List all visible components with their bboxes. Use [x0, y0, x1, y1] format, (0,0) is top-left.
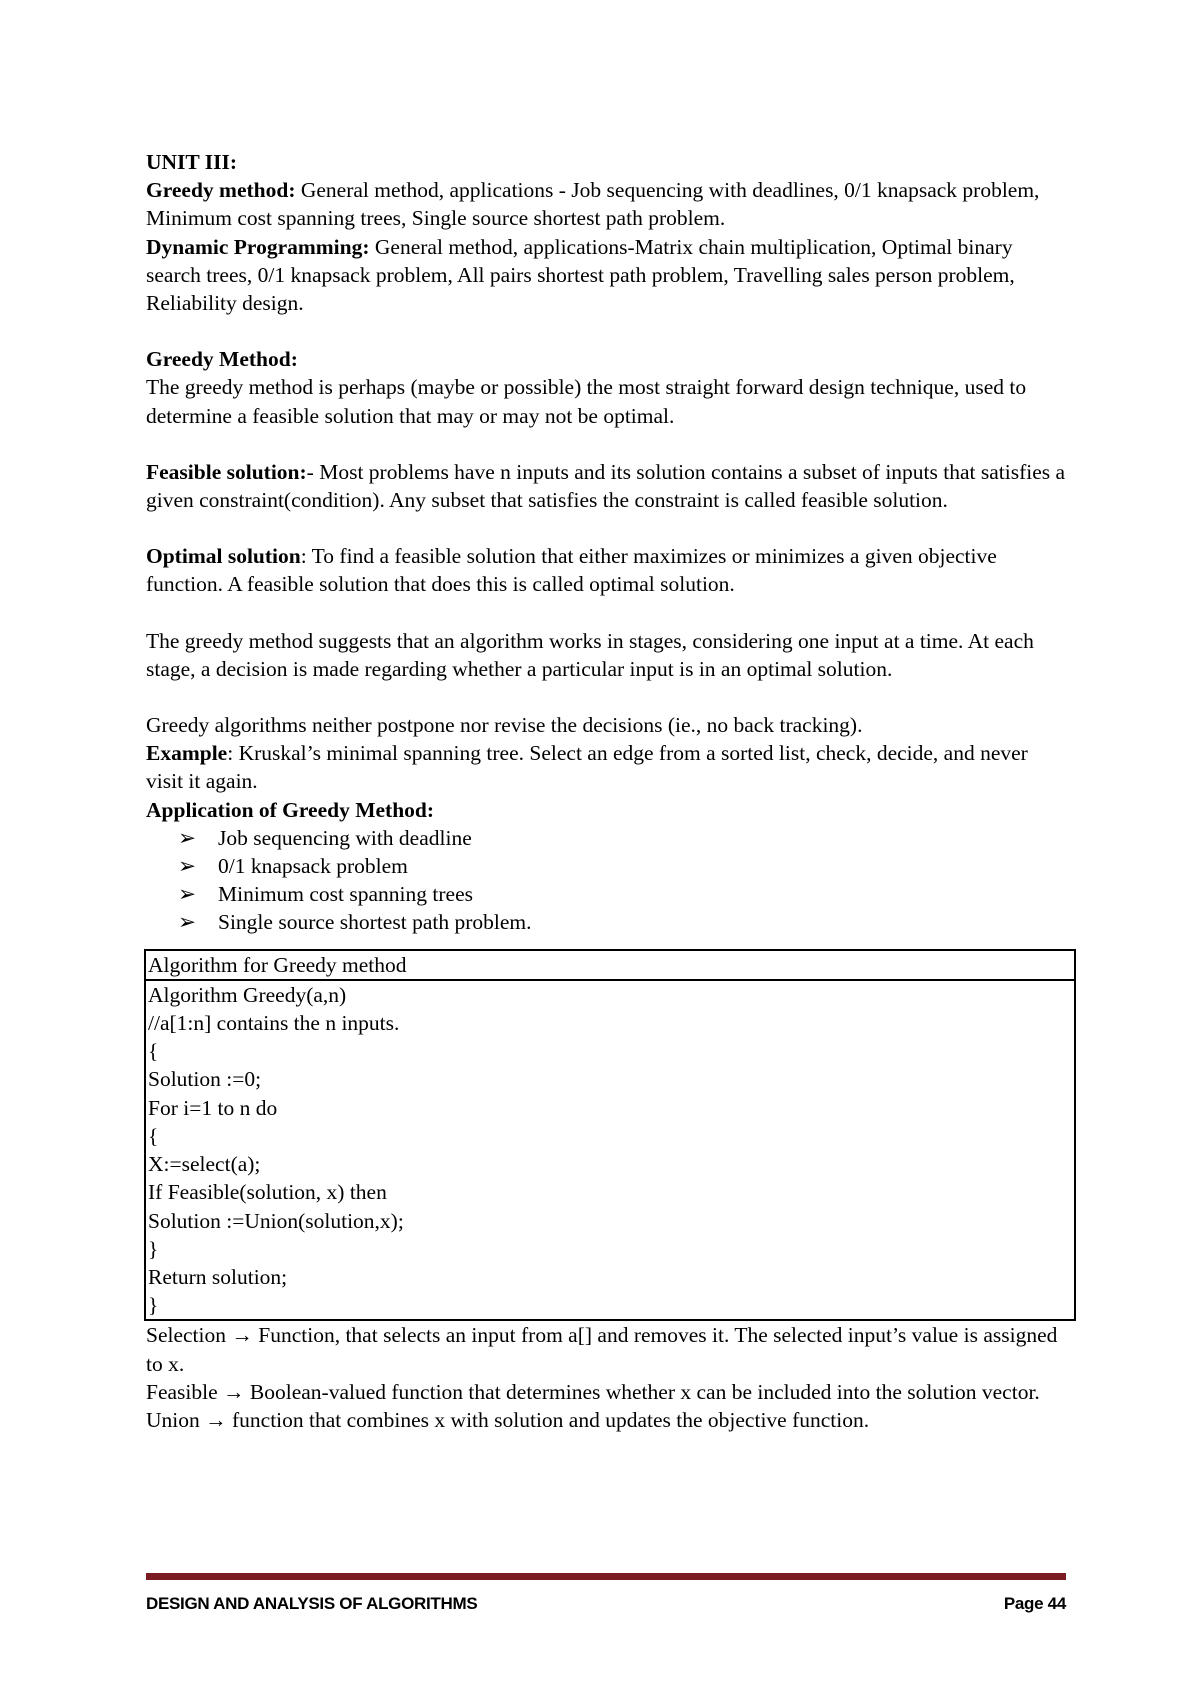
arrow-bullet-icon: ➢: [178, 854, 197, 879]
right-arrow-icon: →: [205, 1407, 227, 1432]
arrow-bullet-icon: ➢: [178, 825, 197, 850]
algorithm-box-header: Algorithm for Greedy method: [146, 951, 1074, 981]
greedy-label: Greedy method:: [146, 178, 296, 203]
right-arrow-icon: →: [223, 1379, 245, 1404]
unit-title: UNIT III:: [146, 150, 238, 174]
feasible-label: Feasible solution:: [146, 459, 307, 484]
list-item: ➢ 0/1 knapsack problem: [178, 852, 1066, 880]
algorithm-box: [144, 949, 1076, 1322]
code-line: If Feasible(solution, x) then: [148, 1180, 387, 1205]
right-arrow-icon: →: [231, 1323, 253, 1348]
code-line: //a[1:n] contains the n inputs.: [148, 1011, 400, 1036]
feasible-definition: Feasible → Boolean-valued function that determines whether x can be included into the solution vector.: [146, 1379, 1040, 1404]
no-backtracking-paragraph: Greedy algorithms neither postpone nor revise the decisions (ie., no back tracking).: [146, 713, 863, 738]
code-line: X:=select(a);: [148, 1152, 261, 1177]
code-line: Return solution;: [148, 1264, 288, 1289]
code-line: {: [148, 1123, 159, 1148]
applications-heading: Application of Greedy Method:: [146, 797, 435, 822]
greedy-method-text: The greedy method is perhaps (maybe or possible) the most straight forward design technique, used to determine a feasible solution that may or may not be optimal.: [146, 375, 1027, 428]
code-line: }: [148, 1236, 159, 1261]
optimal-label: Optimal solution: [146, 544, 301, 569]
optimal-text: : To find a feasible solution that either maximizes or minimizes a given objective function. A feasible solution that does this is called optimal solution.: [146, 544, 997, 597]
feasible-text: - Most problems have n inputs and its solution contains a subset of inputs that satisfies a given constraint(condition). Any subset that satisfies the constraint is called feasible solution.: [146, 459, 1066, 513]
code-line: }: [148, 1293, 159, 1318]
selection-definition: Selection → Function, that selects an input from a[] and removes it. The selected input’s value is assigned to x.: [146, 1323, 1058, 1376]
optimal-solution-paragraph: [146, 542, 1066, 598]
feasible-solution-paragraph: [146, 458, 1066, 514]
code-line: Algorithm Greedy(a,n): [148, 982, 347, 1007]
code-line: Solution :=Union(solution,x);: [148, 1208, 404, 1233]
page-content: [146, 148, 1066, 1434]
dp-label: Dynamic Programming:: [146, 234, 370, 259]
algorithm-box-body: [146, 981, 1074, 1319]
greedy-syllabus-text: General method, applications - Job sequencing with deadlines, 0/1 knapsack problem, Minimum cost spanning trees, Single source shortest path problem.: [146, 178, 1040, 231]
code-line: {: [148, 1039, 159, 1064]
page-footer: [146, 1573, 1066, 1614]
arrow-bullet-icon: ➢: [178, 882, 197, 907]
code-line: Solution :=0;: [148, 1067, 262, 1092]
list-item: ➢ Minimum cost spanning trees: [178, 880, 1066, 908]
list-item: ➢ Single source shortest path problem.: [178, 908, 1066, 936]
greedy-method-heading: Greedy Method:: [146, 347, 298, 372]
dp-syllabus-text: General method, applications-Matrix chain multiplication, Optimal binary search trees, 0/1 knapsack problem, All pairs shortest path problem, Travelling sales person problem, Reliability design.: [146, 234, 1015, 316]
greedy-syllabus: [146, 176, 1066, 232]
dp-syllabus: [146, 233, 1066, 318]
footer-course-title: DESIGN AND ANALYSIS OF ALGORITHMS: [146, 1594, 478, 1613]
footer-rule: [146, 1573, 1066, 1580]
example-text: : Kruskal’s minimal spanning tree. Select an edge from a sorted list, check, decide, and never visit it again.: [146, 741, 1028, 794]
example-paragraph: [146, 739, 1066, 795]
applications-list: [146, 824, 1066, 937]
stages-paragraph: The greedy method suggests that an algorithm works in stages, considering one input at a time. At each stage, a decision is made regarding whether a particular input is in an optimal solution.: [146, 628, 1034, 681]
union-definition: Union → function that combines x with solution and updates the objective function.: [146, 1407, 870, 1432]
example-label: Example: [146, 741, 228, 766]
code-line: For i=1 to n do: [148, 1095, 278, 1120]
footer-page-number: Page 44: [1003, 1594, 1066, 1613]
list-item: ➢ Job sequencing with deadline: [178, 824, 1066, 852]
arrow-bullet-icon: ➢: [178, 910, 197, 935]
